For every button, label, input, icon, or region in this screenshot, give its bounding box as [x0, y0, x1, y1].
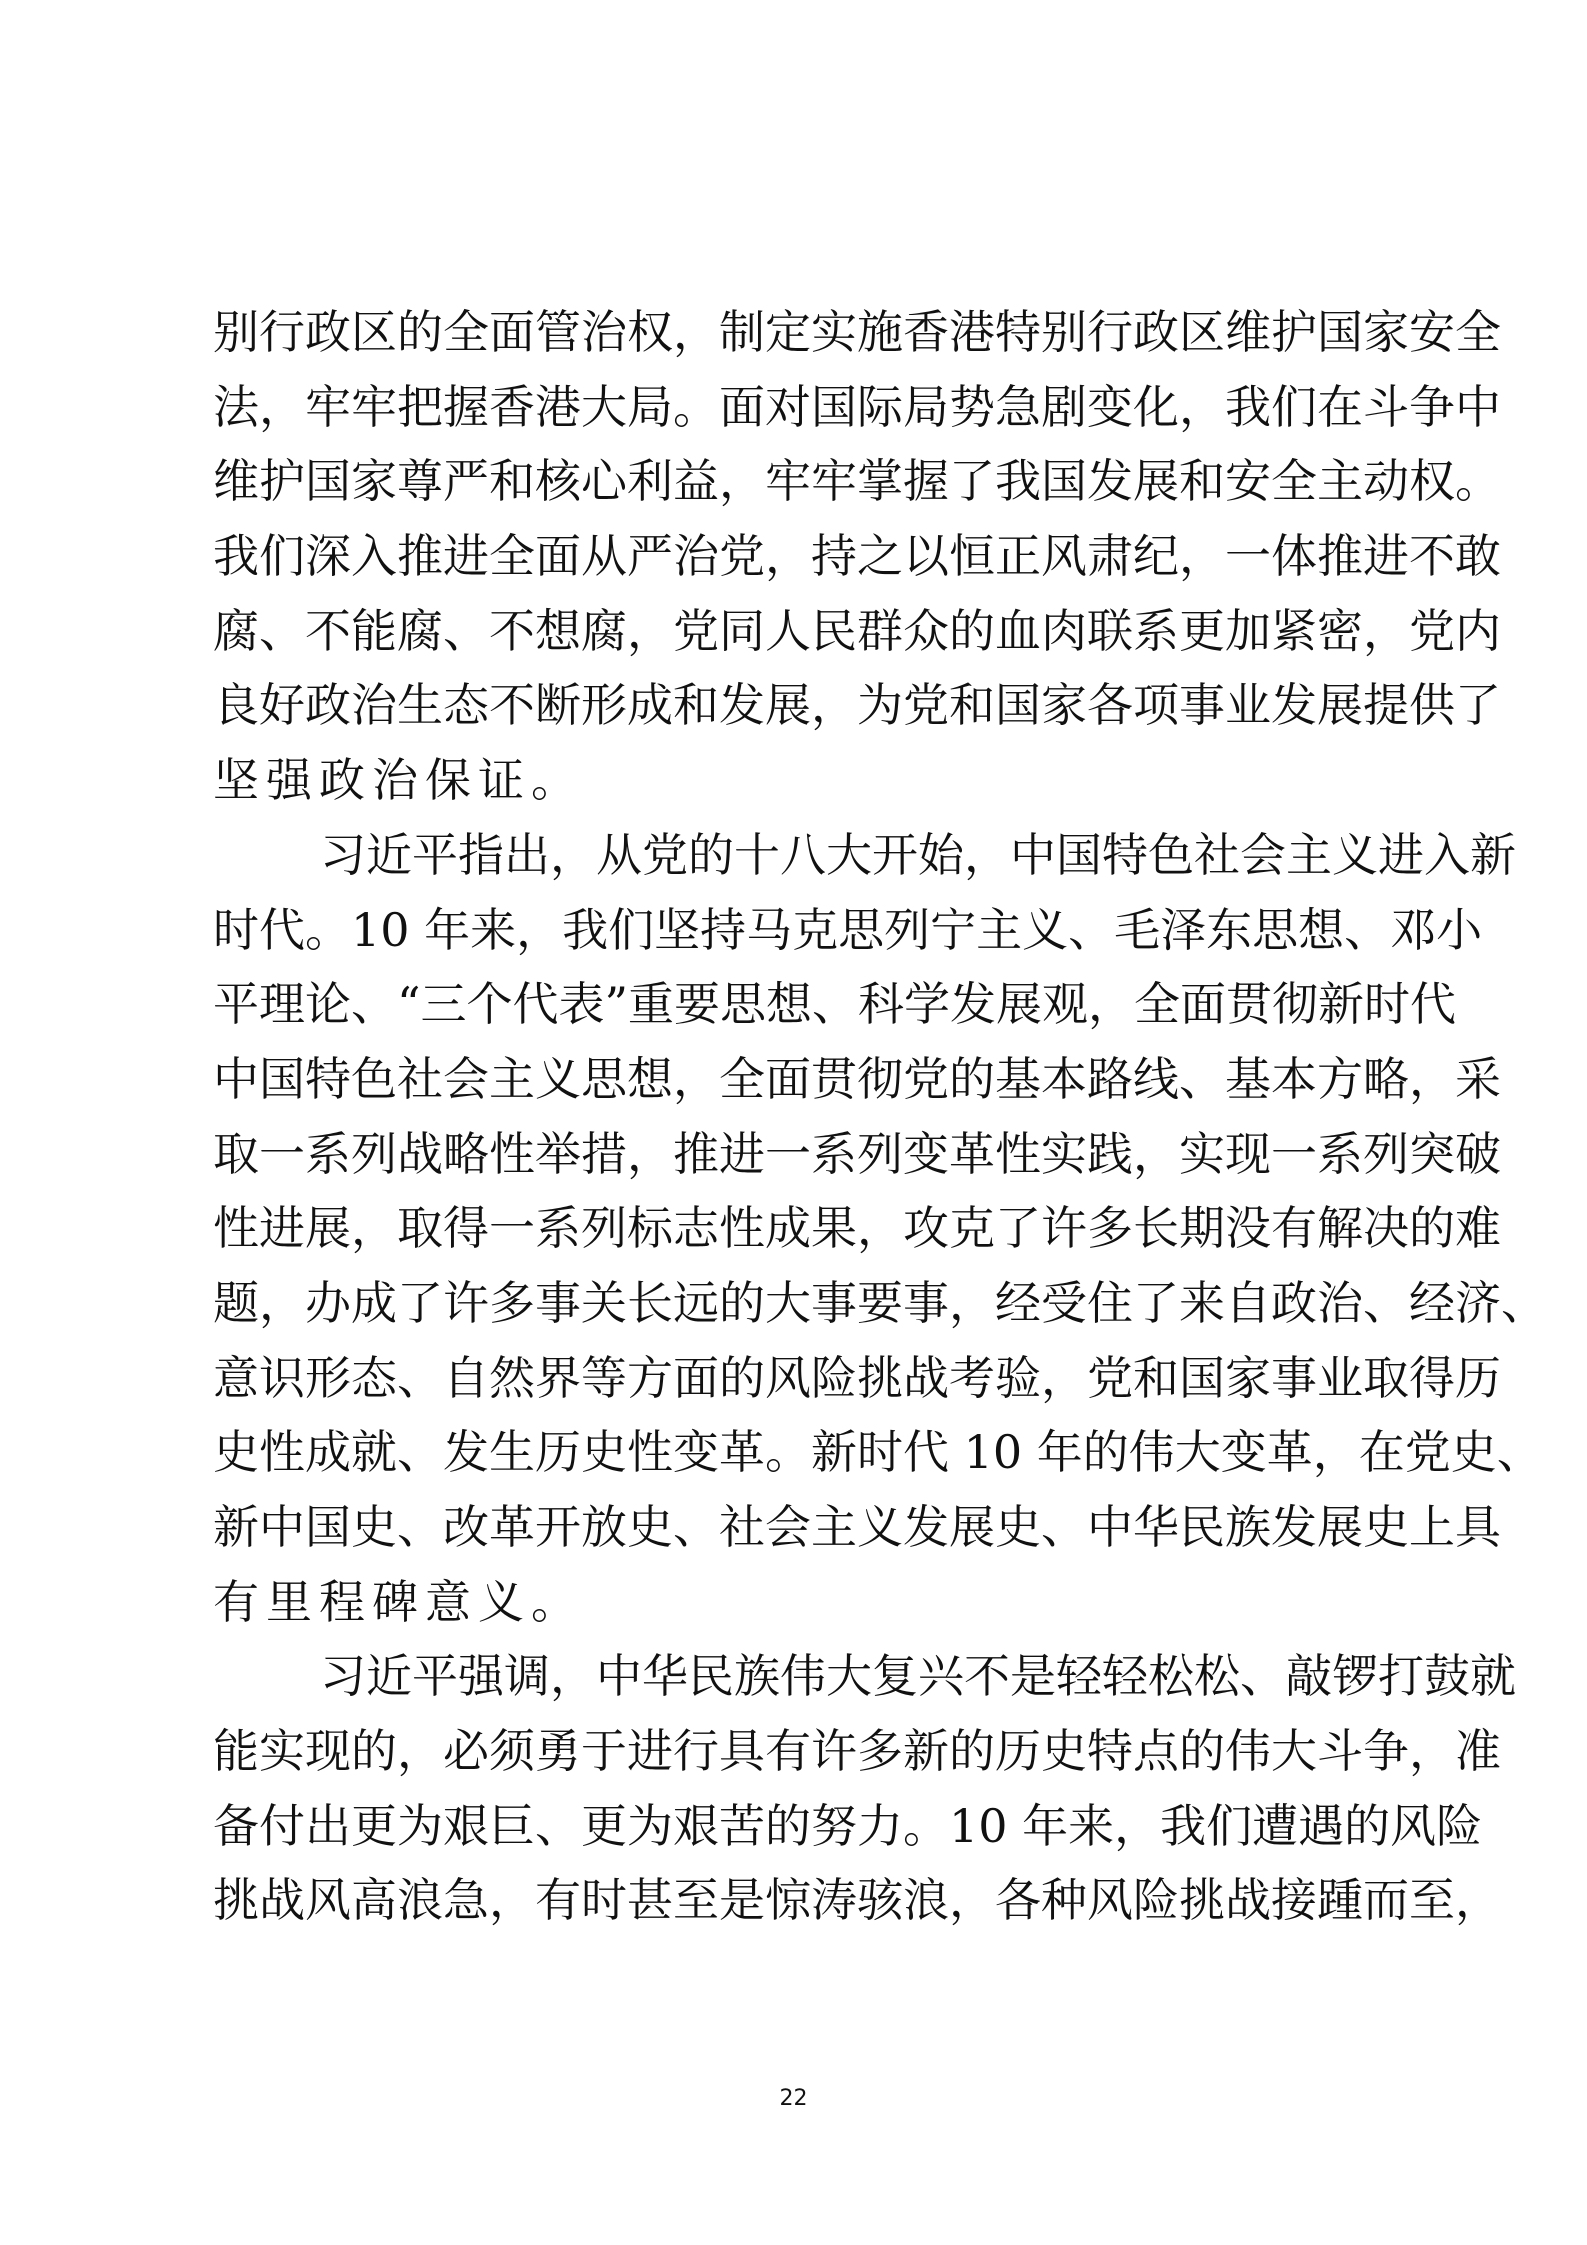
text-line: 维护国家尊严和核心利益，牢牢掌握了我国发展和安全主动权。 — [213, 454, 1501, 509]
paragraph-1 — [213, 295, 1501, 818]
page-number: 22 — [779, 2086, 808, 2111]
text-line: 史性成就、发生历史性变革。新时代 10 年的伟大变革，在党史、 — [213, 1425, 1543, 1480]
text-line: 习近平指出，从党的十八大开始，中国特色社会主义进入新 — [320, 827, 1516, 882]
text-line: 题，办成了许多事关长远的大事要事，经受住了来自政治、经济、 — [213, 1275, 1547, 1330]
text-line: 意识形态、自然界等方面的风险挑战考验，党和国家事业取得历 — [213, 1350, 1501, 1405]
text-line: 备付出更为艰巨、更为艰苦的努力。10 年来，我们遭遇的风险 — [213, 1798, 1483, 1853]
text-line: 腐、不能腐、不想腐，党同人民群众的血肉联系更加紧密，党内 — [213, 603, 1501, 658]
text-line: 坚强政治保证。 — [213, 753, 584, 808]
text-line: 新中国史、改革开放史、社会主义发展史、中华民族发展史上具 — [213, 1500, 1501, 1554]
body-text — [213, 295, 1547, 1938]
text-line: 性进展，取得一系列标志性成果，攻克了许多长期没有解决的难 — [213, 1201, 1501, 1256]
paragraph-2 — [213, 818, 1547, 1640]
text-line: 时代。10 年来，我们坚持马克思列宁主义、毛泽东思想、邓小 — [213, 902, 1483, 957]
text-line: 有里程碑意义。 — [213, 1574, 584, 1629]
text-line: 挑战风高浪急，有时甚至是惊涛骇浪，各种风险挑战接踵而至， — [213, 1873, 1501, 1928]
text-line: 良好政治生态不断形成和发展，为党和国家各项事业发展提供了 — [213, 678, 1501, 733]
text-line: 法，牢牢把握香港大局。面对国际局势急剧变化，我们在斗争中 — [213, 379, 1501, 434]
text-line: 平理论、“三个代表”重要思想、科学发展观，全面贯彻新时代 — [213, 977, 1457, 1032]
text-line: 能实现的，必须勇于进行具有许多新的历史特点的伟大斗争，准 — [213, 1724, 1501, 1779]
text-line: 中国特色社会主义思想，全面贯彻党的基本路线、基本方略，采 — [213, 1051, 1501, 1106]
paragraph-3 — [213, 1639, 1516, 1938]
text-line: 取一系列战略性举措，推进一系列变革性实践，实现一系列突破 — [213, 1126, 1501, 1181]
text-line: 别行政区的全面管治权，制定实施香港特别行政区维护国家安全 — [213, 305, 1501, 359]
text-line: 我们深入推进全面从严治党，持之以恒正风肃纪，一体推进不敢 — [213, 529, 1501, 584]
text-line: 习近平强调，中华民族伟大复兴不是轻轻松松、敲锣打鼓就 — [320, 1649, 1516, 1704]
